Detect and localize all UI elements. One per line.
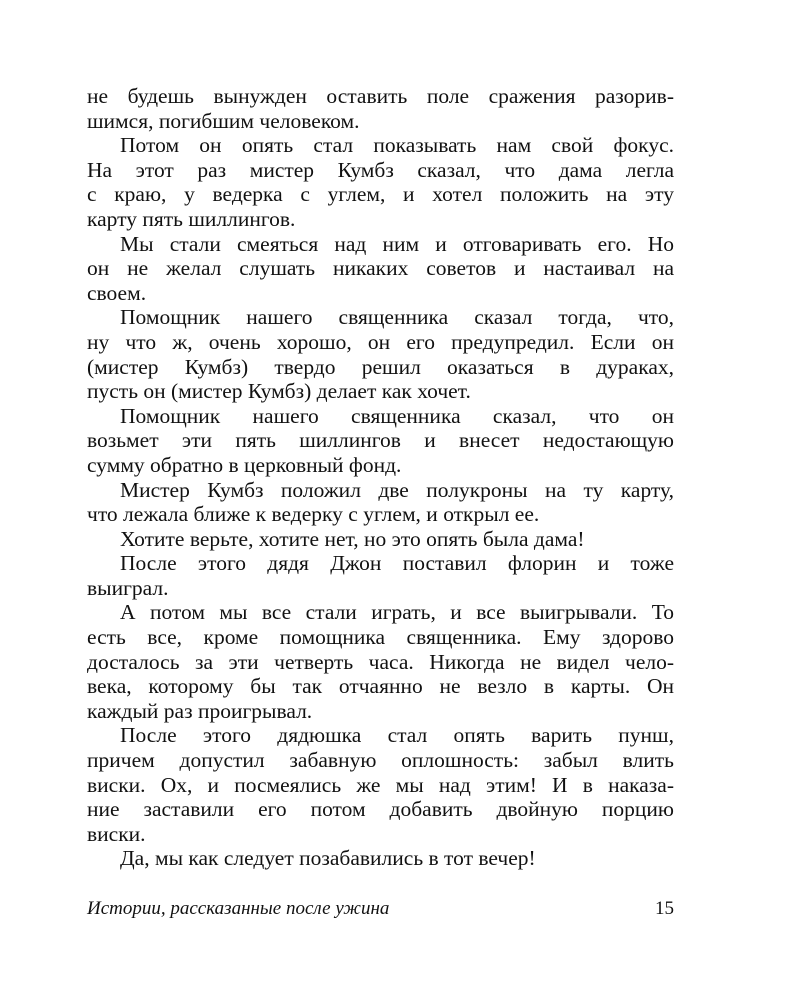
text-line: досталось за эти четверть часа. Никогда не видел чело-: [87, 649, 674, 674]
text-line: виски. Ох, и посмеялись же мы над этим! И в наказа-: [87, 772, 674, 797]
text-line: шимся, погибшим человеком.: [87, 108, 360, 133]
text-line: Хотите верьте, хотите нет, но это опять была дама!: [120, 526, 585, 551]
text-line: ну что ж, очень хорошо, он его предупредил. Если он: [87, 329, 674, 354]
text-line: века, которому бы так отчаянно не везло в карты. Он: [87, 674, 674, 699]
text-line: не будешь вынужден оставить поле сражения разорив-: [87, 84, 674, 108]
text-line: (мистер Кумбз) твердо решил оказаться в дураках,: [87, 354, 674, 379]
text-line: карту пять шиллингов.: [87, 206, 296, 231]
text-line: выиграл.: [87, 575, 169, 600]
text-line: После этого дядюшка стал опять варить пунш,: [120, 723, 674, 748]
text-line: Помощник нашего священника сказал тогда, что,: [120, 305, 674, 330]
text-line: возьмет эти пять шиллингов и внесет недостающую: [87, 428, 674, 453]
text-line: каждый раз проигрывал.: [87, 698, 313, 723]
text-line: причем допустил забавную оплошность: забыл влить: [87, 748, 674, 773]
text-line: своем.: [87, 280, 147, 305]
page-number: 15: [655, 898, 674, 919]
page-footer: [87, 896, 674, 922]
running-title: Истории, рассказанные после ужина: [87, 898, 390, 919]
text-line: что лежала ближе к ведерку с углем, и открыл ее.: [87, 502, 540, 527]
text-line: он не желал слушать никаких советов и настаивал на: [87, 256, 674, 281]
text-line: с краю, у ведерка с углем, и хотел положить на эту: [87, 182, 674, 207]
text-line: Помощник нашего священника сказал, что он: [120, 403, 674, 428]
text-line: есть все, кроме помощника священника. Ему здорово: [87, 625, 674, 650]
text-line: Да, мы как следует позабавились в тот вечер!: [120, 846, 536, 871]
text-line: Потом он опять стал показывать нам свой фокус.: [120, 133, 674, 158]
text-line: После этого дядя Джон поставил флорин и тоже: [120, 551, 674, 576]
text-line: ние заставили его потом добавить двойную порцию: [87, 797, 674, 822]
text-line: пусть он (мистер Кумбз) делает как хочет.: [87, 379, 471, 404]
body-text: [87, 84, 674, 871]
text-line: На этот раз мистер Кумбз сказал, что дама легла: [87, 157, 674, 182]
text-line: сумму обратно в церковный фонд.: [87, 452, 402, 477]
text-line: А потом мы все стали играть, и все выигрывали. То: [120, 600, 674, 625]
text-line: виски.: [87, 821, 146, 846]
text-line: Мистер Кумбз положил две полукроны на ту карту,: [120, 477, 674, 502]
text-line: Мы стали смеяться над ним и отговаривать его. Но: [120, 231, 674, 256]
